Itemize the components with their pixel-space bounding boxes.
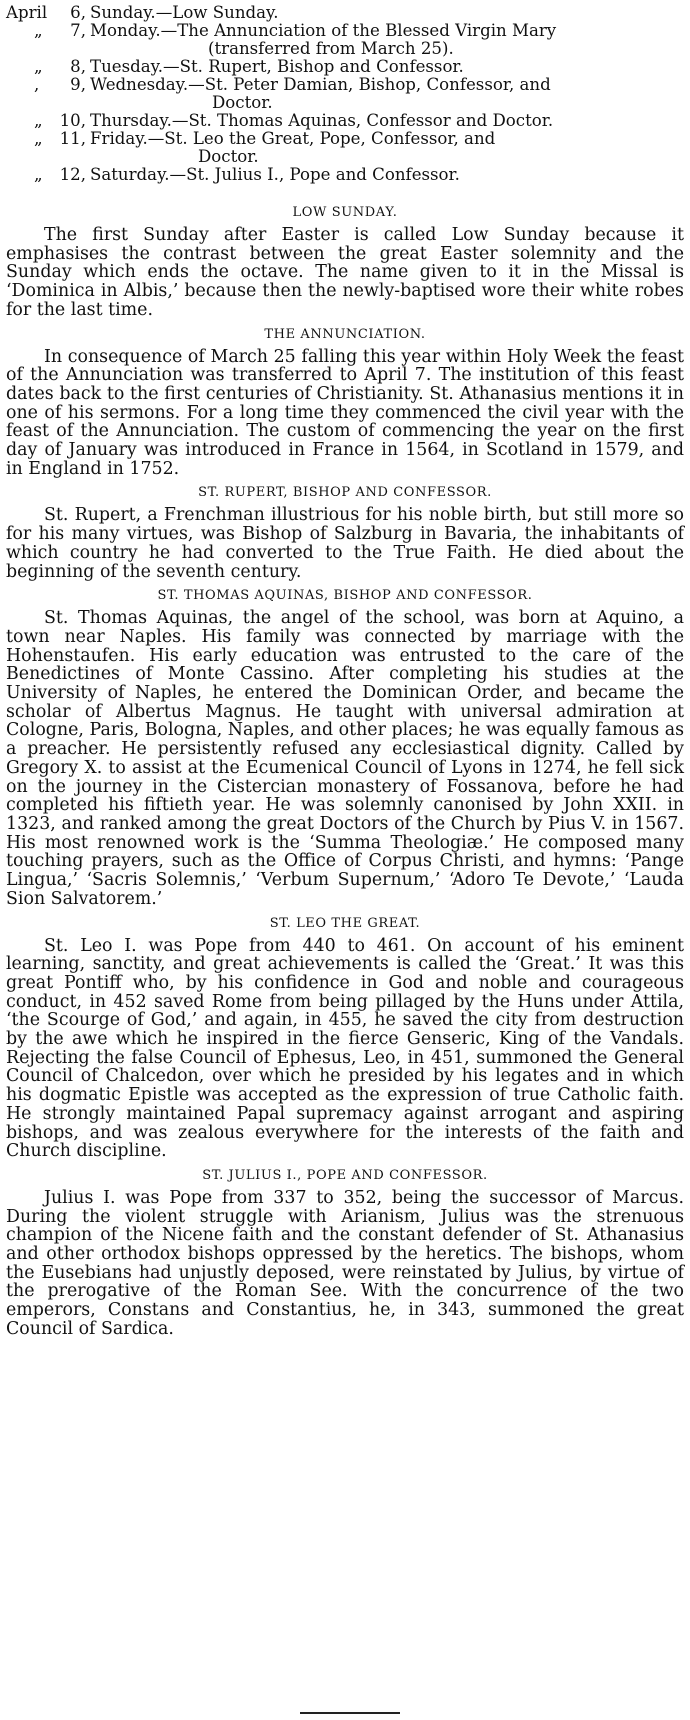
calendar-day: 7,	[70, 21, 86, 40]
section-body: In consequence of March 25 falling this year within Holy Week the feast of the Annunciation was transferred to April 7. The institution of this feast dates back to the first centuries of Christianity. St. Athanasius mentions it in one of his sermons. For a long time they commenced the civil year with the feast of the Annunciation. The custom of commencing the year on the first day of January was introduced in France in 1564, in Scotland in 1579, and in England in 1752.	[6, 346, 684, 479]
section-low-sunday	[6, 204, 684, 320]
bottom-divider	[300, 1712, 400, 1714]
section-body: St. Leo I. was Pope from 440 to 461. On account of his eminent learning, sanctity, and great achievements is called the ‘Great.’ It was this great Pontiff who, by his confidence in God and noble and courageous conduct, in 452 saved Rome from being pillaged by the Huns under Attila, ‘the Scourge of God,’ and again, in 455, he saved the city from destruction by the awe which he inspired in the fierce Genseric, King of the Vandals. Rejecting the false Council of Ephesus, Leo, in 451, summoned the General Council of Chalcedon, over which he presided by his legates and in which his dogmatic Epistle was accepted as the expression of true Catholic faith. He strongly maintained Papal supremacy against arrogant and aspiring bishops, and was zealous everywhere for the interests of the faith and Church discipline.	[6, 935, 684, 1162]
calendar-text: Tuesday.—St. Rupert, Bishop and Confessor.	[90, 57, 464, 76]
calendar-entry	[6, 76, 684, 112]
calendar-month: „	[34, 57, 43, 76]
section-body: St. Thomas Aquinas, the angel of the school, was born at Aquino, a town near Naples. His family was connected by marriage with the Hohenstaufen. His early education was entrusted to the care of the Benedictines of Monte Cassino. After completing his studies at the University of Naples, he entered the Dominican Order, and became the scholar of Albertus Magnus. He taught with universal admiration at Cologne, Paris, Bologna, Naples, and other places; he was equally famous as a preacher. He persistently refused any ecclesiastical dignity. Called by Gregory X. to assist at the Ecumenical Council of Lyons in 1274, he fell sick on the journey in the Cistercian monastery of Fossanova, before he had completed his fiftieth year. He was solemnly canonised by John XXII. in 1323, and ranked among the great Doctors of the Church by Pius V. in 1567. His most renowned work is the ‘Summa Theologiæ.’ He composed many touching prayers, such as the Office of Corpus Christi, and hymns: ‘Pange Lingua,’ ‘Sacris Solemnis,’ ‘Verbum Supernum,’ ‘Adoro Te Devote,’ ‘Lauda Sion Salvatorem.’	[6, 608, 684, 909]
calendar-entry	[6, 112, 684, 130]
section-heading: ST. JULIUS I., POPE AND CONFESSOR.	[202, 1167, 488, 1183]
calendar-month: „	[34, 111, 43, 130]
calendar-text: Friday.—St. Leo the Great, Pope, Confessor, and	[90, 129, 496, 148]
calendar-text-continued: Doctor.	[198, 147, 259, 166]
calendar-text: Saturday.—St. Julius I., Pope and Confessor.	[90, 165, 460, 184]
calendar-text-continued: Doctor.	[212, 93, 273, 112]
calendar-text: Monday.—The Annunciation of the Blessed Virgin Mary	[90, 21, 557, 40]
section-body: Julius I. was Pope from 337 to 352, being the successor of Marcus. During the violent struggle with Arianism, Julius was the strenuous champion of the Nicene faith and the constant defender of St. Athanasius and other orthodox bishops oppressed by the heretics. The bishops, whom the Eusebians had unjustly deposed, were reinstated by Julius, by virtue of the prerogative of the Roman See. With the concurrence of the two emperors, Constans and Constantius, he, in 343, summoned the great Council of Sardica.	[6, 1187, 684, 1339]
calendar-entry	[6, 130, 684, 166]
section-body: The first Sunday after Easter is called Low Sunday because it emphasises the contrast between the great Easter solemnity and the Sunday which ends the octave. The name given to it in the Missal is ‘Dominica in Albis,’ because then the newly-baptised wore their white robes for the last time.	[6, 225, 684, 320]
calendar-entry	[6, 22, 684, 58]
calendar-text-continued: (transferred from March 25).	[208, 39, 454, 58]
calendar-month: „	[34, 165, 43, 184]
calendar-entry	[6, 166, 684, 184]
calendar-day: 12,	[59, 165, 86, 184]
section-st-thomas-aquinas	[6, 587, 684, 908]
calendar-text-block	[90, 130, 684, 166]
calendar-text-block	[90, 22, 684, 58]
calendar-month: „	[34, 129, 43, 148]
calendar-day: 10,	[59, 111, 86, 130]
calendar-month: „	[34, 21, 43, 40]
section-st-julius	[6, 1167, 684, 1339]
calendar-text: Sunday.—Low Sunday.	[90, 3, 279, 22]
section-heading: ST. LEO THE GREAT.	[269, 915, 421, 931]
section-st-leo	[6, 915, 684, 1161]
calendar-entry	[6, 58, 684, 76]
calendar-month: ,	[34, 75, 40, 94]
section-heading: LOW SUNDAY.	[292, 205, 398, 220]
section-heading: THE ANNUNCIATION.	[264, 326, 426, 342]
calendar-text: Wednesday.—St. Peter Damian, Bishop, Confessor, and	[90, 75, 551, 94]
calendar-day: 8,	[70, 57, 86, 76]
calendar-entry	[6, 4, 684, 22]
section-heading: ST. RUPERT, BISHOP AND CONFESSOR.	[198, 485, 492, 501]
section-st-rupert	[6, 484, 684, 581]
section-annunciation	[6, 326, 684, 479]
section-body: St. Rupert, a Frenchman illustrious for his noble birth, but still more so for his many virtues, was Bishop of Salzburg in Bavaria, the inhabitants of which country he had converted to the True Faith. He died about the beginning of the seventh century.	[6, 505, 684, 582]
calendar-day: 6,	[70, 3, 86, 22]
calendar-day: 11,	[59, 129, 86, 148]
calendar-day: 9,	[70, 75, 86, 94]
calendar-list	[6, 4, 684, 184]
calendar-month: April	[6, 3, 48, 22]
calendar-text: Thursday.—St. Thomas Aquinas, Confessor and Doctor.	[90, 111, 554, 130]
section-heading: ST. THOMAS AQUINAS, BISHOP AND CONFESSOR.	[157, 588, 533, 604]
calendar-text-block	[90, 76, 684, 112]
